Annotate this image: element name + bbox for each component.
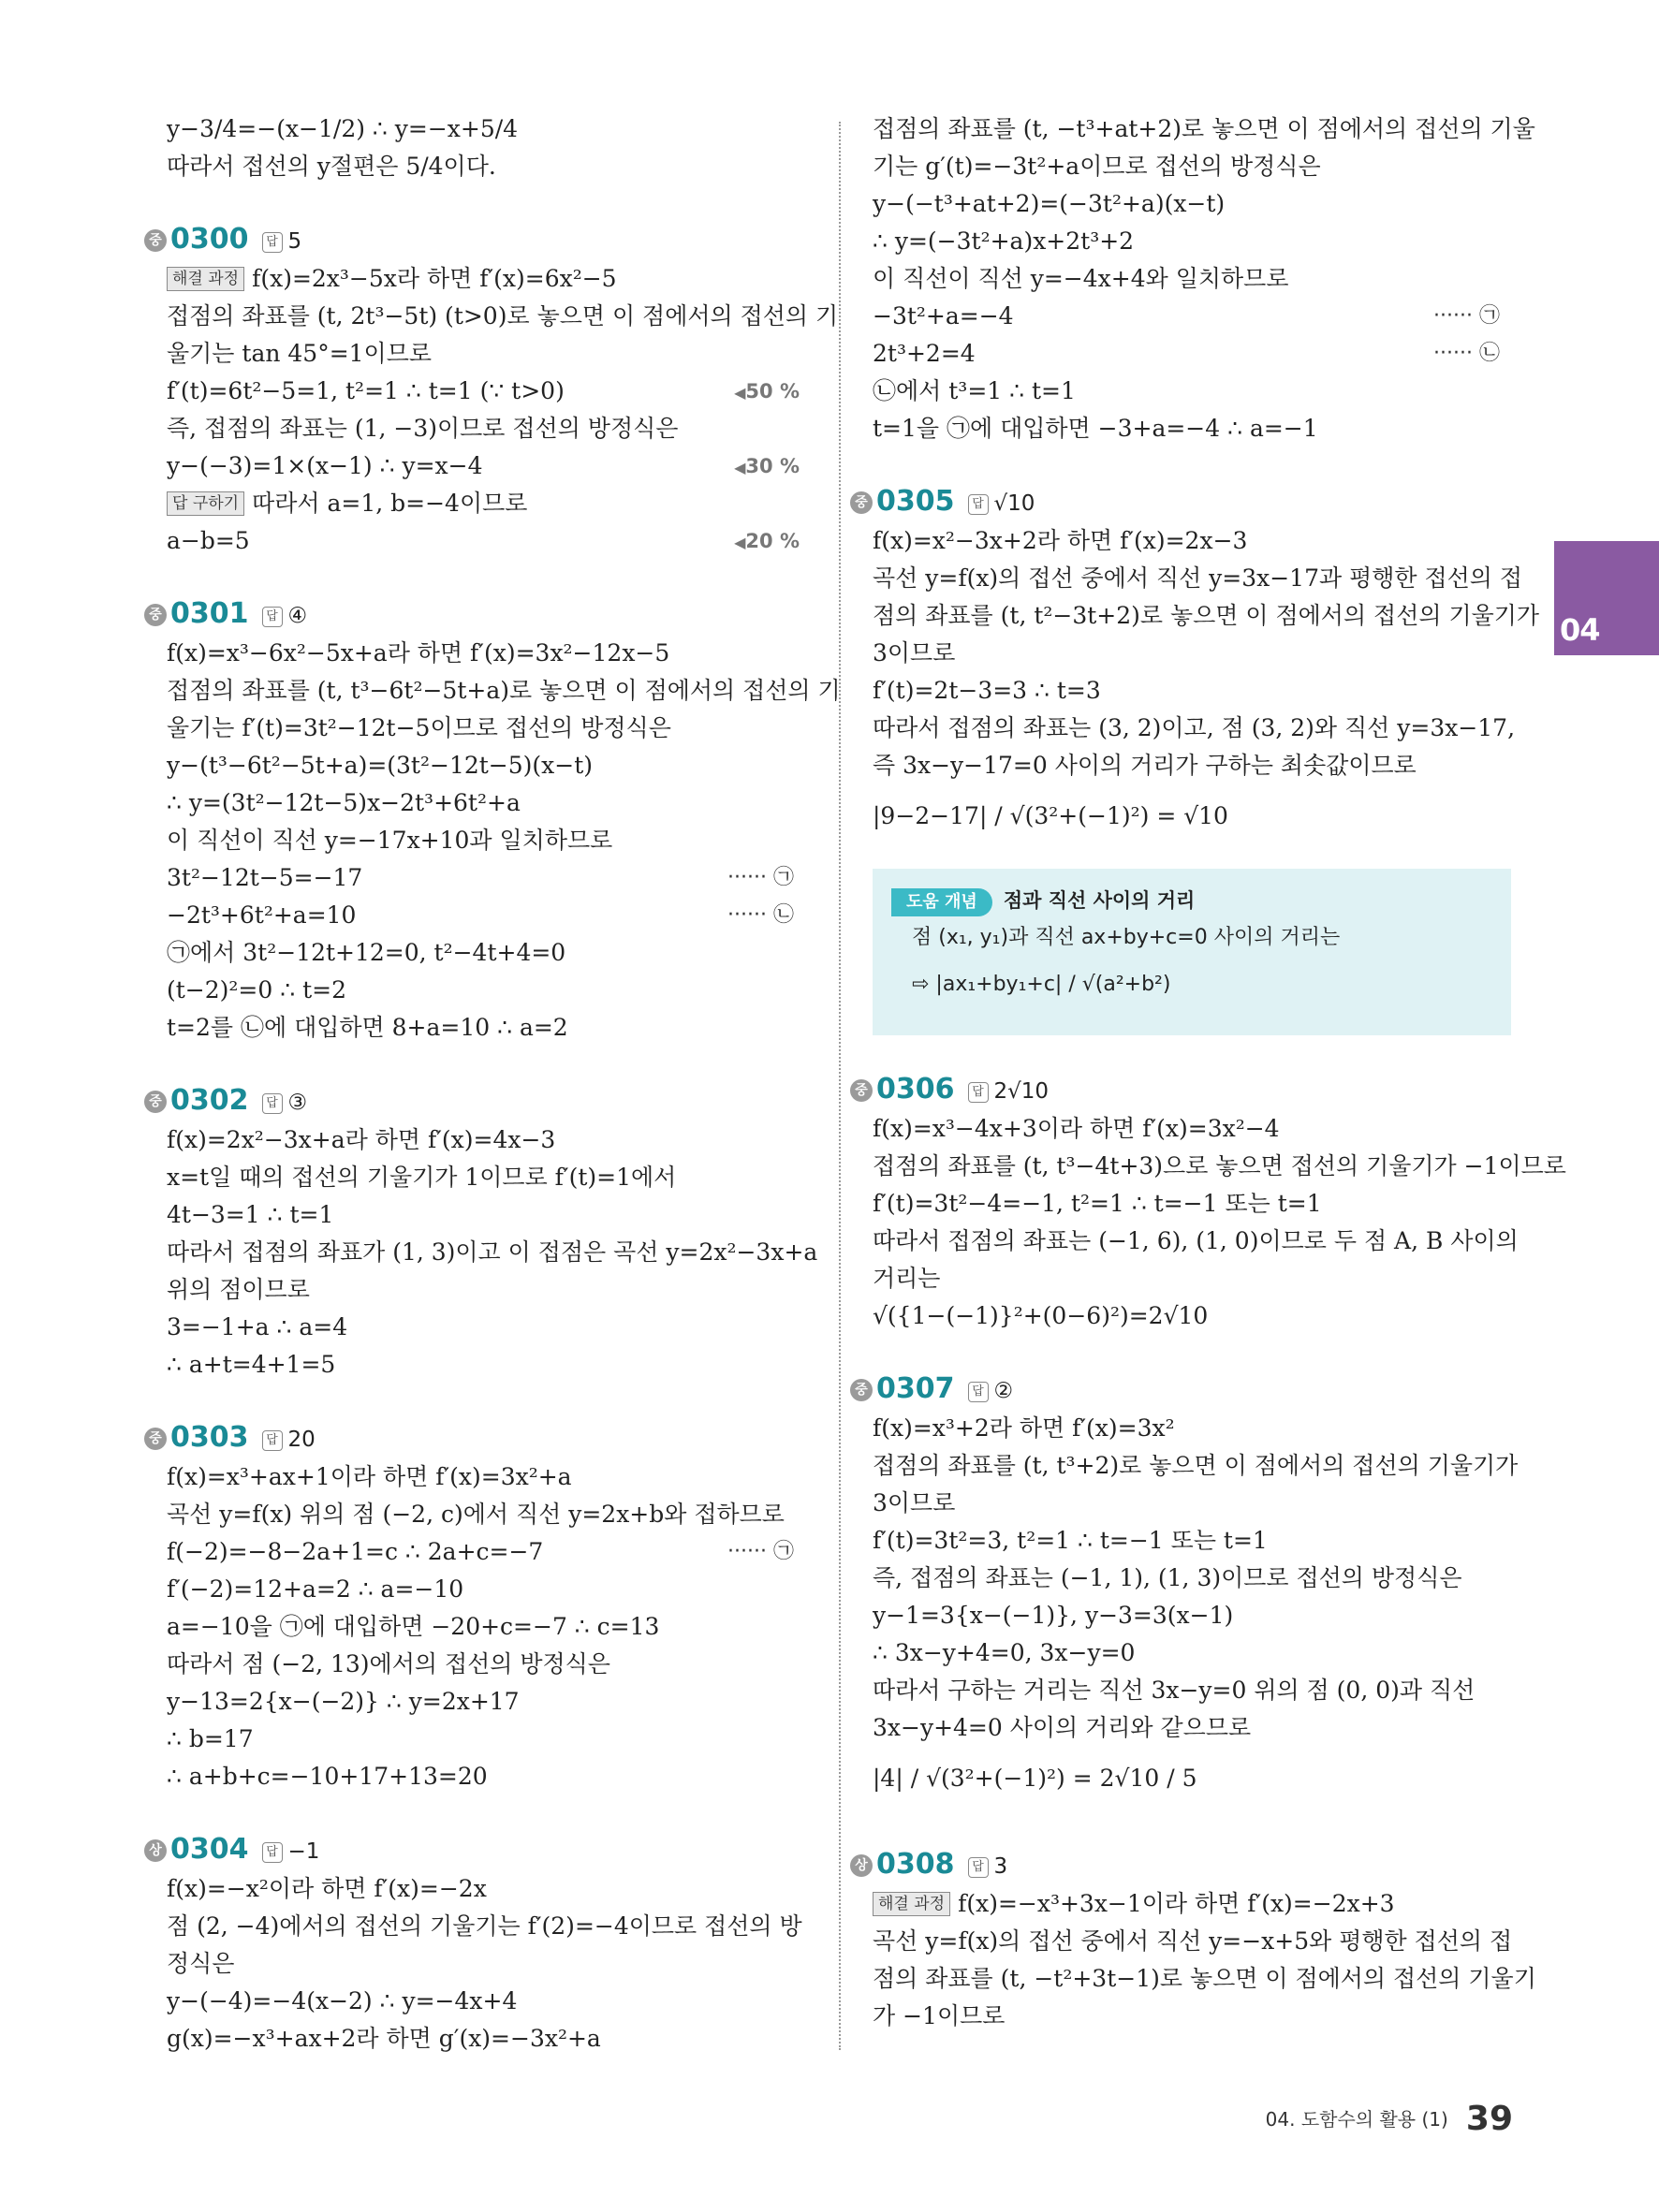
solution-line <box>167 1346 805 1384</box>
right-problems <box>855 481 1566 2035</box>
problem-body <box>167 635 841 1047</box>
solution-text: g(x)=−x³+ax+2라 하면 g′(x)=−3x²+a <box>167 2025 601 2052</box>
solution-line <box>873 1297 1511 1335</box>
solution-text: |9−2−17| / √(3²+(−1)²) = √10 <box>873 802 1228 829</box>
problem-number: 0308 <box>876 1848 955 1881</box>
chapter-title: 04. 도함수의 활용 (1) <box>1265 2108 1448 2131</box>
solution-text: f(x)=x³−6x²−5x+a라 하면 f′(x)=3x²−12x−5 <box>167 639 670 667</box>
solution-line <box>873 1447 1519 1485</box>
solution-text: f′(−2)=12+a=2 ∴ a=−10 <box>167 1575 464 1603</box>
solution-line <box>873 1148 1566 1185</box>
right-column <box>855 110 1566 2035</box>
solution-line <box>167 298 839 335</box>
solution-text: 곡선 y=f(x)의 접선 중에서 직선 y=−x+5와 평행한 접선의 접 <box>873 1927 1513 1955</box>
solution-line <box>873 110 1535 148</box>
solution-text: 3이므로 <box>873 1489 956 1516</box>
solution-line <box>167 1945 805 1983</box>
problem-header <box>855 1069 1511 1110</box>
solution-line <box>873 1885 1511 1923</box>
solution-text: 즉, 접점의 좌표는 (−1, 1), (1, 3)이므로 접선의 방정식은 <box>873 1564 1462 1591</box>
solution-text: ∴ a+t=4+1=5 <box>167 1351 336 1378</box>
solution-text: 접점의 좌표를 (t, t³−6t²−5t+a)로 놓으면 이 점에서의 접선의 기 <box>167 677 841 704</box>
solution-line <box>873 1672 1511 1709</box>
answer-icon: 답 <box>262 1430 283 1451</box>
solution-text: 기는 g′(t)=−3t²+a이므로 접선의 방정식은 <box>873 153 1321 180</box>
left-intro <box>167 110 805 185</box>
solution-text: 점의 좌표를 (t, −t²+3t−1)로 놓으면 이 점에서의 접선의 기울기 <box>873 1965 1536 1992</box>
solution-text: 이 직선이 직선 y=−17x+10과 일치하므로 <box>167 827 613 854</box>
problem-number: 0307 <box>876 1372 955 1405</box>
problem-header <box>855 481 1511 522</box>
solution-line <box>167 1646 805 1683</box>
solution-line <box>873 185 1511 223</box>
problem-number: 0300 <box>170 223 249 256</box>
solution-line <box>873 1110 1511 1148</box>
solution-line <box>167 1458 805 1496</box>
solution-text: 따라서 접점의 좌표는 (−1, 6), (1, 0)이므로 두 점 A, B 사이의 <box>873 1227 1519 1254</box>
solution-text: 따라서 구하는 거리는 직선 3x−y=0 위의 점 (0, 0)과 직선 <box>873 1677 1475 1704</box>
solution-text: 접점의 좌표를 (t, t³−4t+3)으로 놓으면 접선의 기울기가 −1이므로 <box>873 1152 1566 1179</box>
concept-note-text: 점 (x₁, y₁)과 직선 ax+by+c=0 사이의 거리는 <box>912 926 1341 949</box>
solution-line <box>873 1634 1511 1672</box>
answer-icon: 답 <box>968 1857 989 1878</box>
score-percent: ◀ 30 % <box>734 447 800 487</box>
chapter-side-tab <box>1554 541 1659 655</box>
solution-text: f(x)=x³−4x+3이라 하면 f′(x)=3x²−4 <box>873 1115 1280 1142</box>
difficulty-badge: 중 <box>144 604 167 626</box>
solution-text: 곡선 y=f(x)의 접선 중에서 직선 y=3x−17과 평행한 접선의 접 <box>873 564 1523 592</box>
solution-text: y−13=2{x−(−2)} ∴ y=2x+17 <box>167 1688 520 1715</box>
page-footer <box>1266 2100 1513 2138</box>
problem-header <box>855 1844 1511 1885</box>
problem-answer: 20 <box>287 1428 316 1452</box>
solution-line <box>873 410 1511 447</box>
solution-line <box>167 110 805 148</box>
problem-body <box>167 1121 818 1384</box>
answer-icon: 답 <box>968 1382 989 1402</box>
problem-body <box>873 1110 1566 1335</box>
concept-note-header <box>891 882 1492 919</box>
answer-icon: 답 <box>968 494 989 515</box>
solution-line <box>873 597 1540 635</box>
column-divider <box>839 122 841 2050</box>
problem-header <box>149 593 805 635</box>
solution-text: 위의 점이므로 <box>167 1276 310 1303</box>
concept-note-title: 점과 직선 사이의 거리 <box>1003 889 1196 912</box>
solution-line <box>873 1560 1511 1597</box>
solution-line <box>167 972 805 1009</box>
solution-line <box>167 1870 805 1908</box>
solution-line <box>167 710 805 747</box>
solution-line <box>873 784 1511 848</box>
solution-line <box>167 897 805 934</box>
solution-text: 3이므로 <box>873 639 956 667</box>
step-label: 답 구하기 <box>167 491 244 516</box>
solution-line <box>167 1533 805 1571</box>
chapter-tab-label: 04 <box>1560 612 1600 648</box>
problem-answer: √10 <box>993 491 1035 516</box>
solution-text: 3t²−12t−5=−17 <box>167 864 363 891</box>
solution-line <box>167 1234 818 1271</box>
solution-text: 따라서 접점의 좌표는 (3, 2)이고, 점 (3, 2)와 직선 y=3x−17, <box>873 714 1516 741</box>
solution-line <box>873 373 1511 410</box>
solution-text: t=1을 ㉠에 대입하면 −3+a=−4 ∴ a=−1 <box>873 415 1318 442</box>
solution-text: y−(−3)=1×(x−1) ∴ y=x−4 <box>167 452 483 479</box>
solution-text: 울기는 f′(t)=3t²−12t−5이므로 접선의 방정식은 <box>167 714 671 741</box>
problem-header <box>149 1080 805 1121</box>
solution-line <box>167 1721 805 1758</box>
solution-text: a−b=5 <box>167 527 250 554</box>
solution-text: y−3/4=−(x−1/2) ∴ y=−x+5/4 <box>167 115 519 142</box>
score-percent: ◀ 50 % <box>734 373 800 412</box>
solution-line <box>167 485 805 522</box>
problem-number: 0305 <box>876 485 955 518</box>
difficulty-badge: 중 <box>144 1091 167 1113</box>
solution-text: 가 −1이므로 <box>873 2002 1006 2029</box>
solution-line <box>167 373 805 410</box>
left-problems <box>149 219 841 2058</box>
problem-body <box>873 522 1540 848</box>
problem-body <box>167 1870 805 2058</box>
equation-tag: ······ ㉡ <box>727 903 794 927</box>
solution-line <box>167 1159 805 1196</box>
solution-text: 따라서 접선의 y절편은 5/4이다. <box>167 153 496 180</box>
difficulty-badge: 중 <box>144 229 167 252</box>
solution-line <box>873 1410 1511 1447</box>
equation-tag: ······ ㉠ <box>727 1540 794 1563</box>
solution-line <box>873 1260 1511 1297</box>
solution-line <box>167 784 805 822</box>
solution-line <box>167 410 805 447</box>
solution-text: y−(−t³+at+2)=(−3t²+a)(x−t) <box>873 190 1226 217</box>
solution-text: 3=−1+a ∴ a=4 <box>167 1313 348 1340</box>
solution-text: |4| / √(3²+(−1)²) = 2√10 / 5 <box>873 1765 1197 1792</box>
solution-text: f′(t)=3t²−4=−1, t²=1 ∴ t=−1 또는 t=1 <box>873 1190 1322 1217</box>
solution-text: 3x−y+4=0 사이의 거리와 같으므로 <box>873 1714 1252 1741</box>
solution-text: 4t−3=1 ∴ t=1 <box>167 1201 334 1228</box>
solution-text: 정식은 <box>167 1950 235 1977</box>
solution-text: f(x)=−x²이라 하면 f′(x)=−2x <box>167 1875 487 1902</box>
solution-text: 접점의 좌표를 (t, 2t³−5t) (t>0)로 놓으면 이 점에서의 접선의 기 <box>167 302 839 330</box>
solution-line <box>167 1009 805 1047</box>
solution-text: ∴ y=(−3t²+a)x+2t³+2 <box>873 227 1135 255</box>
solution-line <box>873 522 1511 560</box>
solution-text: t=2를 ㉡에 대입하면 8+a=10 ∴ a=2 <box>167 1014 568 1041</box>
problem-body <box>873 1885 1536 2035</box>
solution-line <box>167 1121 805 1159</box>
solution-text: y−(−4)=−4(x−2) ∴ y=−4x+4 <box>167 1987 518 2014</box>
difficulty-badge: 중 <box>850 1079 873 1102</box>
problem-answer: 5 <box>287 229 302 254</box>
solution-line <box>873 1960 1536 1998</box>
solution-line <box>873 1522 1511 1560</box>
solution-line <box>873 1709 1511 1747</box>
solution-text: ∴ y=(3t²−12t−5)x−2t³+6t²+a <box>167 789 521 816</box>
solution-text: 점 (2, −4)에서의 접선의 기울기는 f′(2)=−4이므로 접선의 방 <box>167 1912 802 1940</box>
solution-text: f(−2)=−8−2a+1=c ∴ 2a+c=−7 <box>167 1538 544 1565</box>
difficulty-badge: 중 <box>850 491 873 514</box>
concept-note-label: 도움 개념 <box>891 888 992 916</box>
solution-text: ㉡에서 t³=1 ∴ t=1 <box>873 377 1076 404</box>
solution-line <box>873 223 1511 260</box>
problem-number: 0306 <box>876 1073 955 1106</box>
solution-text: f(x)=2x²−3x+a라 하면 f′(x)=4x−3 <box>167 1126 556 1153</box>
solution-line <box>873 148 1511 185</box>
equation-tag: ······ ㉠ <box>727 866 794 889</box>
problem-header <box>149 1829 805 1870</box>
solution-text: (t−2)²=0 ∴ t=2 <box>167 976 346 1003</box>
left-column <box>149 110 841 2058</box>
solution-text: 2t³+2=4 <box>873 340 976 367</box>
solution-text: f′(t)=6t²−5=1, t²=1 ∴ t=1 (∵ t>0) <box>167 377 565 404</box>
answer-icon: 답 <box>968 1082 989 1103</box>
solution-line <box>873 298 1511 335</box>
equation-tag: ······ ㉡ <box>1433 342 1500 365</box>
solution-text: ∴ b=17 <box>167 1725 254 1752</box>
solution-text: ㉠에서 3t²−12t+12=0, t²−4t+4=0 <box>167 939 566 966</box>
problem-answer: −1 <box>287 1839 320 1864</box>
solution-line <box>873 747 1511 784</box>
problem-answer: ② <box>993 1379 1014 1403</box>
solution-text: f(x)=x²−3x+2라 하면 f′(x)=2x−3 <box>873 527 1248 554</box>
right-intro <box>873 110 1535 447</box>
solution-text: 접점의 좌표를 (t, −t³+at+2)로 놓으면 이 점에서의 접선의 기울 <box>873 115 1535 142</box>
solution-line <box>873 335 1511 373</box>
solution-line <box>167 934 805 972</box>
solution-line <box>873 560 1523 597</box>
solution-text: 곡선 y=f(x) 위의 점 (−2, c)에서 직선 y=2x+b와 접하므로 <box>167 1501 785 1528</box>
solution-text: f(x)=−x³+3x−1이라 하면 f′(x)=−2x+3 <box>958 1890 1395 1917</box>
problem-number: 0301 <box>170 597 249 630</box>
solution-line <box>873 1923 1511 1960</box>
difficulty-badge: 상 <box>850 1854 873 1877</box>
solution-text: a=−10을 ㉠에 대입하면 −20+c=−7 ∴ c=13 <box>167 1613 660 1640</box>
problem-answer: 3 <box>993 1854 1008 1879</box>
solution-text: −3t²+a=−4 <box>873 302 1014 330</box>
solution-line <box>167 1571 805 1608</box>
solution-line <box>167 672 841 710</box>
solution-line <box>167 447 805 485</box>
score-percent: ◀ 20 % <box>734 522 800 562</box>
solution-text: y−(t³−6t²−5t+a)=(3t²−12t−5)(x−t) <box>167 752 594 779</box>
problem-body <box>873 1410 1519 1810</box>
solution-text: √({1−(−1)}²+(0−6)²)=2√10 <box>873 1302 1209 1329</box>
solution-line <box>873 635 1511 672</box>
solution-line <box>167 2020 805 2058</box>
solution-line <box>167 522 805 560</box>
solution-text: 이 직선이 직선 y=−4x+4와 일치하므로 <box>873 265 1289 292</box>
solution-line <box>873 1185 1511 1223</box>
step-label: 해결 과정 <box>167 267 244 291</box>
solution-text: f(x)=x³+ax+1이라 하면 f′(x)=3x²+a <box>167 1463 572 1490</box>
solution-line <box>167 859 805 897</box>
problem-body <box>167 260 839 560</box>
solution-line <box>167 148 805 185</box>
solution-text: 따라서 점 (−2, 13)에서의 접선의 방정식은 <box>167 1650 610 1677</box>
solution-line <box>167 1908 805 1945</box>
problem-answer: ③ <box>287 1091 308 1115</box>
solution-line <box>873 1223 1519 1260</box>
solution-line <box>873 1998 1511 2035</box>
concept-note-formula: ⇨ |ax₁+by₁+c| / √(a²+b²) <box>912 973 1171 996</box>
solution-text: 접점의 좌표를 (t, t³+2)로 놓으면 이 점에서의 접선의 기울기가 <box>873 1452 1519 1479</box>
solution-line <box>167 1309 805 1346</box>
solution-text: 점의 좌표를 (t, t²−3t+2)로 놓으면 이 점에서의 접선의 기울기가 <box>873 602 1540 629</box>
answer-icon: 답 <box>262 1842 283 1863</box>
solution-text: f(x)=x³+2라 하면 f′(x)=3x² <box>873 1414 1175 1442</box>
step-label: 해결 과정 <box>873 1892 950 1916</box>
problem-header <box>855 1369 1511 1410</box>
problem-number: 0303 <box>170 1421 249 1454</box>
answer-icon: 답 <box>262 607 283 627</box>
difficulty-badge: 중 <box>144 1428 167 1450</box>
solution-text: f′(t)=3t²=3, t²=1 ∴ t=−1 또는 t=1 <box>873 1527 1268 1554</box>
page-number: 39 <box>1465 2100 1513 2138</box>
solution-text: f′(t)=2t−3=3 ∴ t=3 <box>873 677 1101 704</box>
difficulty-badge: 상 <box>144 1839 167 1862</box>
concept-note-box <box>873 869 1511 1035</box>
solution-line <box>167 1496 805 1533</box>
problem-answer: 2√10 <box>993 1079 1050 1104</box>
solution-text: ∴ a+b+c=−10+17+13=20 <box>167 1763 488 1790</box>
solution-text: 따라서 접점의 좌표가 (1, 3)이고 이 접점은 곡선 y=2x²−3x+a <box>167 1238 818 1266</box>
solution-text: x=t일 때의 접선의 기울기가 1이므로 f′(t)=1에서 <box>167 1164 677 1191</box>
solution-line <box>873 672 1511 710</box>
problem-number: 0304 <box>170 1833 249 1866</box>
solution-line <box>167 1608 805 1646</box>
solution-line <box>167 1683 805 1721</box>
solution-text: 울기는 tan 45°=1이므로 <box>167 340 433 367</box>
solution-line <box>873 260 1511 298</box>
solution-text: y−1=3{x−(−1)}, y−3=3(x−1) <box>873 1602 1234 1629</box>
answer-icon: 답 <box>262 232 283 253</box>
solution-text: 즉, 접점의 좌표는 (1, −3)이므로 접선의 방정식은 <box>167 415 679 442</box>
solution-line <box>167 260 805 298</box>
solution-text: ∴ 3x−y+4=0, 3x−y=0 <box>873 1639 1136 1666</box>
difficulty-badge: 중 <box>850 1379 873 1401</box>
problem-number: 0302 <box>170 1084 249 1117</box>
problem-header <box>149 1417 805 1458</box>
solution-text: 즉 3x−y−17=0 사이의 거리가 구하는 최솟값이므로 <box>873 752 1417 779</box>
solution-line <box>167 822 805 859</box>
solution-text: −2t³+6t²+a=10 <box>167 901 357 929</box>
solution-line <box>167 1196 805 1234</box>
solution-line <box>167 747 805 784</box>
solution-line <box>873 1485 1511 1522</box>
solution-line <box>167 335 805 373</box>
solution-text: 따라서 a=1, b=−4이므로 <box>252 490 528 517</box>
solution-line <box>873 710 1516 747</box>
solution-text: 거리는 <box>873 1265 941 1292</box>
equation-tag: ······ ㉠ <box>1433 304 1500 328</box>
solution-line <box>167 1271 805 1309</box>
solution-line <box>167 1758 805 1795</box>
answer-icon: 답 <box>262 1093 283 1114</box>
problem-header <box>149 219 805 260</box>
solution-text: f(x)=2x³−5x라 하면 f′(x)=6x²−5 <box>252 265 617 292</box>
solution-line <box>167 1983 805 2020</box>
problem-body <box>167 1458 805 1795</box>
solution-line <box>873 1747 1511 1810</box>
problem-answer: ④ <box>287 604 308 628</box>
solution-line <box>167 635 805 672</box>
solution-line <box>873 1597 1511 1634</box>
